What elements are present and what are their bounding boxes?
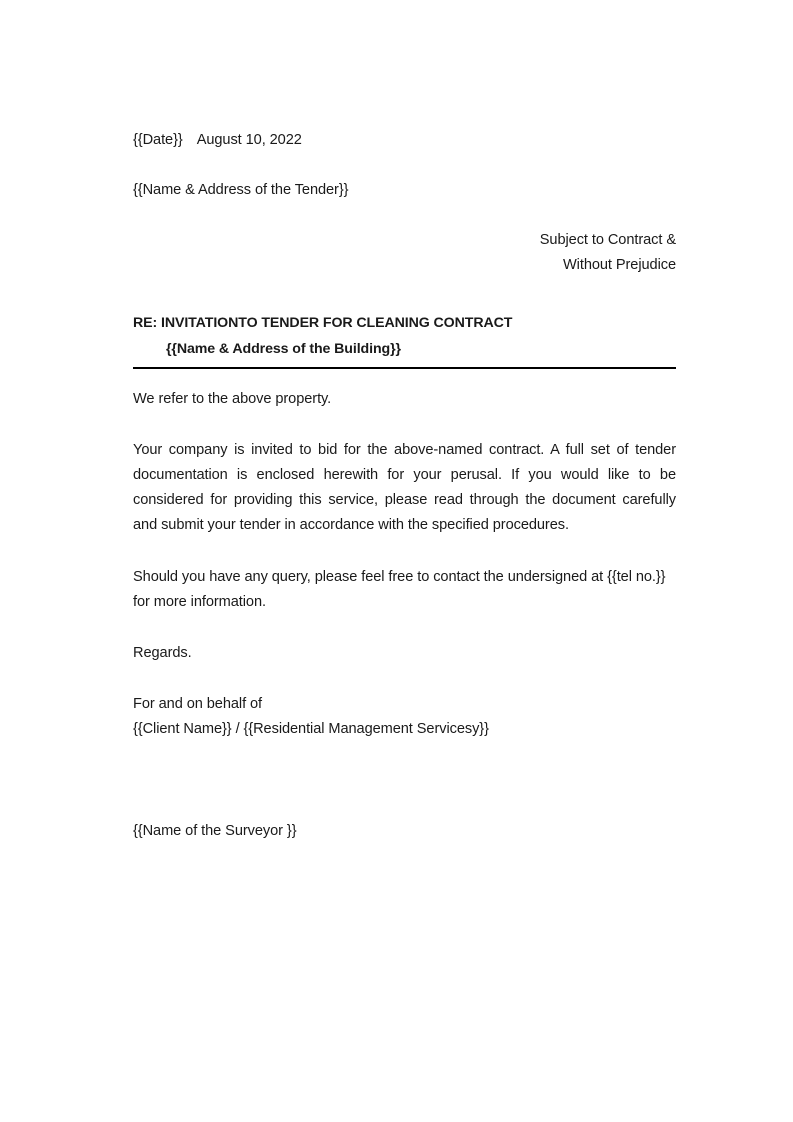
signature-block xyxy=(133,692,676,742)
surveyor-block xyxy=(133,819,676,844)
refer-to-property-text: We refer to the above property. xyxy=(133,391,332,407)
subject-heading-block xyxy=(133,310,676,369)
recipient-block xyxy=(133,178,676,203)
regards-text: Regards. xyxy=(133,645,192,661)
date-line xyxy=(133,128,676,153)
subject-to-contract-line: Subject to Contract & xyxy=(539,232,676,248)
date-placeholder-token: {{Date}} xyxy=(133,132,183,148)
without-prejudice-line: Without Prejudice xyxy=(562,257,676,273)
invitation-to-bid-text: Your company is invited to bid for the above-named contract. A full set of tender documentation is enclosed herewith for your perusal. If you would like to be considered for providing this service, please read through the document carefully and submit your tender in accordance with the specified procedures. xyxy=(133,442,680,533)
regards-block xyxy=(133,641,676,666)
body-paragraph-1 xyxy=(133,387,676,412)
surveyor-name-placeholder: {{Name of the Surveyor }} xyxy=(133,823,297,839)
heading-main-line: RE: INVITATIONTO TENDER FOR CLEANING CONTRACT xyxy=(133,315,513,331)
recipient-address-placeholder: {{Name & Address of the Tender}} xyxy=(133,182,349,198)
date-block xyxy=(133,128,676,153)
client-name-placeholder: {{Client Name}} / {{Residential Management Servicesy}} xyxy=(133,721,489,737)
on-behalf-of-text: For and on behalf of xyxy=(133,696,263,712)
subject-notice-block xyxy=(133,228,676,278)
body-paragraph-3 xyxy=(133,565,676,615)
heading-divider-rule xyxy=(133,367,676,369)
heading-building-placeholder: {{Name & Address of the Building}} xyxy=(166,341,401,357)
body-paragraph-2 xyxy=(133,438,680,538)
date-value: August 10, 2022 xyxy=(196,132,302,148)
query-contact-text: Should you have any query, please feel free to contact the undersigned at {{tel no.}} for more information. xyxy=(133,569,670,610)
